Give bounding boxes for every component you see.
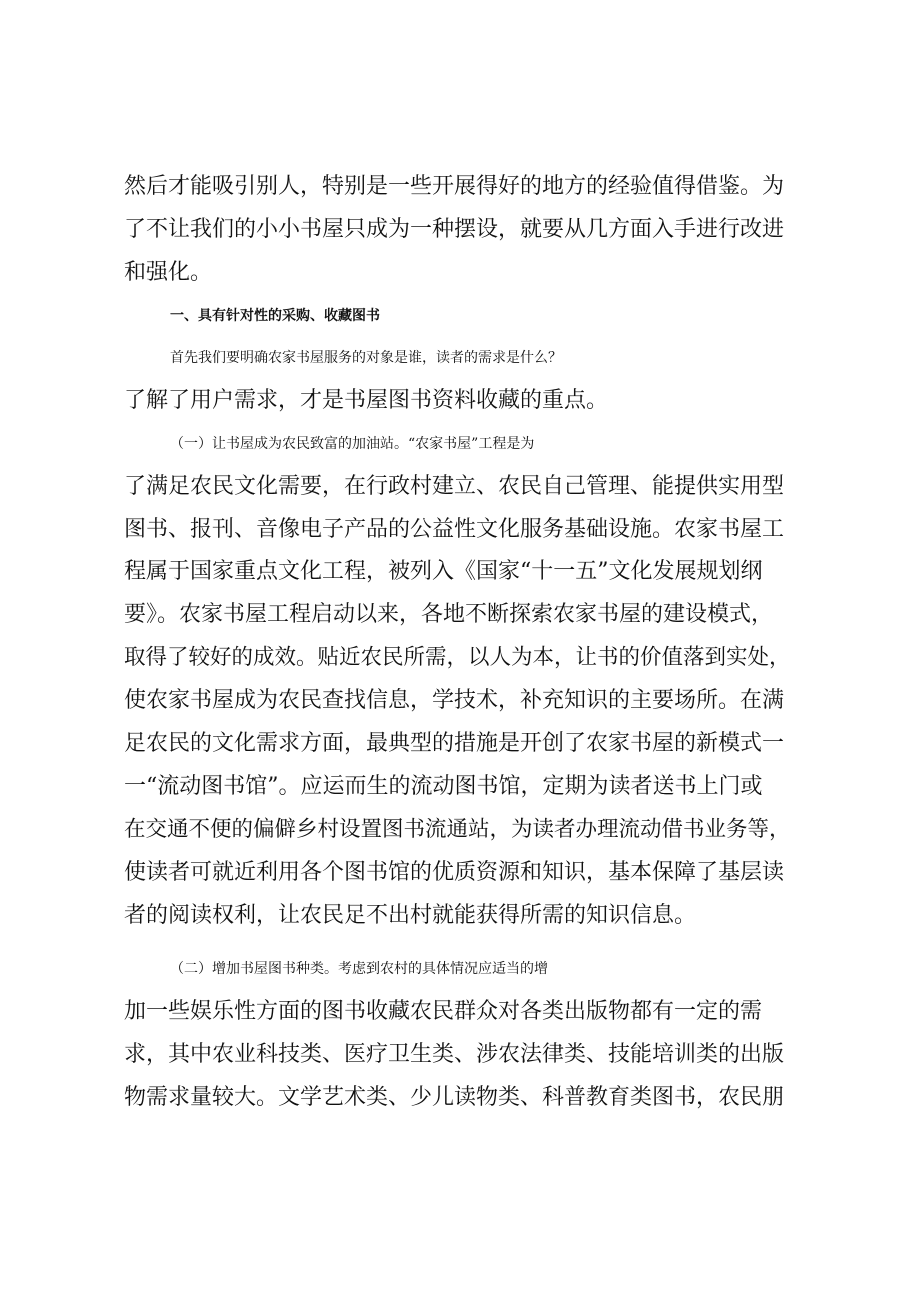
paragraph-line: 了解了用户需求，才是书屋图书资料收藏的重点。 <box>124 388 609 413</box>
paragraph-line: 程属于国家重点文化工程，被列入《国家“十一五”文化发展规划纲 <box>124 559 763 584</box>
paragraph-line: 取得了较好的成效。贴近农民所需，以人为本，让书的价值落到实处， <box>124 645 791 670</box>
paragraph-line: 使农家书屋成为农民查找信息，学技术，补充知识的主要场所。在满 <box>124 688 785 713</box>
paragraph-line: 物需求量较大。文学艺术类、少儿读物类、科普教育类图书，农民朋 <box>124 1085 785 1110</box>
paragraph-line: 使读者可就近利用各个图书馆的优质资源和知识，基本保障了基层读 <box>124 860 785 885</box>
paragraph-line: 了不让我们的小小书屋只成为一种摆设，就要从几方面入手进行改进 <box>124 217 785 242</box>
paragraph-line: 首先我们要明确农家书屋服务的对象是谁，读者的需求是什么？ <box>170 350 562 366</box>
paragraph-line: 然后才能吸引别人，特别是一些开展得好的地方的经验值得借鉴。为 <box>124 174 785 199</box>
paragraph-line: 了满足农民文化需要，在行政村建立、农民自己管理、能提供实用型 <box>124 474 785 499</box>
paragraph-line: 要》。农家书屋工程启动以来，各地不断探索农家书屋的建设模式， <box>124 602 774 627</box>
paragraph-line: （二）增加书屋图书种类。考虑到农村的具体情况应适当的增 <box>170 961 548 977</box>
paragraph-line: 者的阅读权利，让农民足不出村就能获得所需的知识信息。 <box>124 903 697 928</box>
paragraph-line: 加一些娱乐性方面的图书收藏农民群众对各类出版物都有一定的需 <box>124 999 763 1024</box>
paragraph-line: 足农民的文化需求方面，最典型的措施是开创了农家书屋的新模式一 <box>124 731 785 756</box>
paragraph-line: 和强化。 <box>124 260 213 285</box>
paragraph-line: （一）让书屋成为农民致富的加油站。“农家书屋”工程是为 <box>170 436 535 452</box>
paragraph-line: 在交通不便的偏僻乡村设置图书流通站，为读者办理流动借书业务等， <box>124 817 791 842</box>
paragraph-line: 一“流动图书馆”。应运而生的流动图书馆，定期为读者送书上门或 <box>124 774 763 799</box>
paragraph-line: 图书、报刊、音像电子产品的公益性文化服务基础设施。农家书屋工 <box>124 517 785 542</box>
section-heading: 一、具有针对性的采购、收藏图书 <box>170 308 380 324</box>
paragraph-line: 求，其中农业科技类、医疗卫生类、涉农法律类、技能培训类的出版 <box>124 1042 785 1067</box>
